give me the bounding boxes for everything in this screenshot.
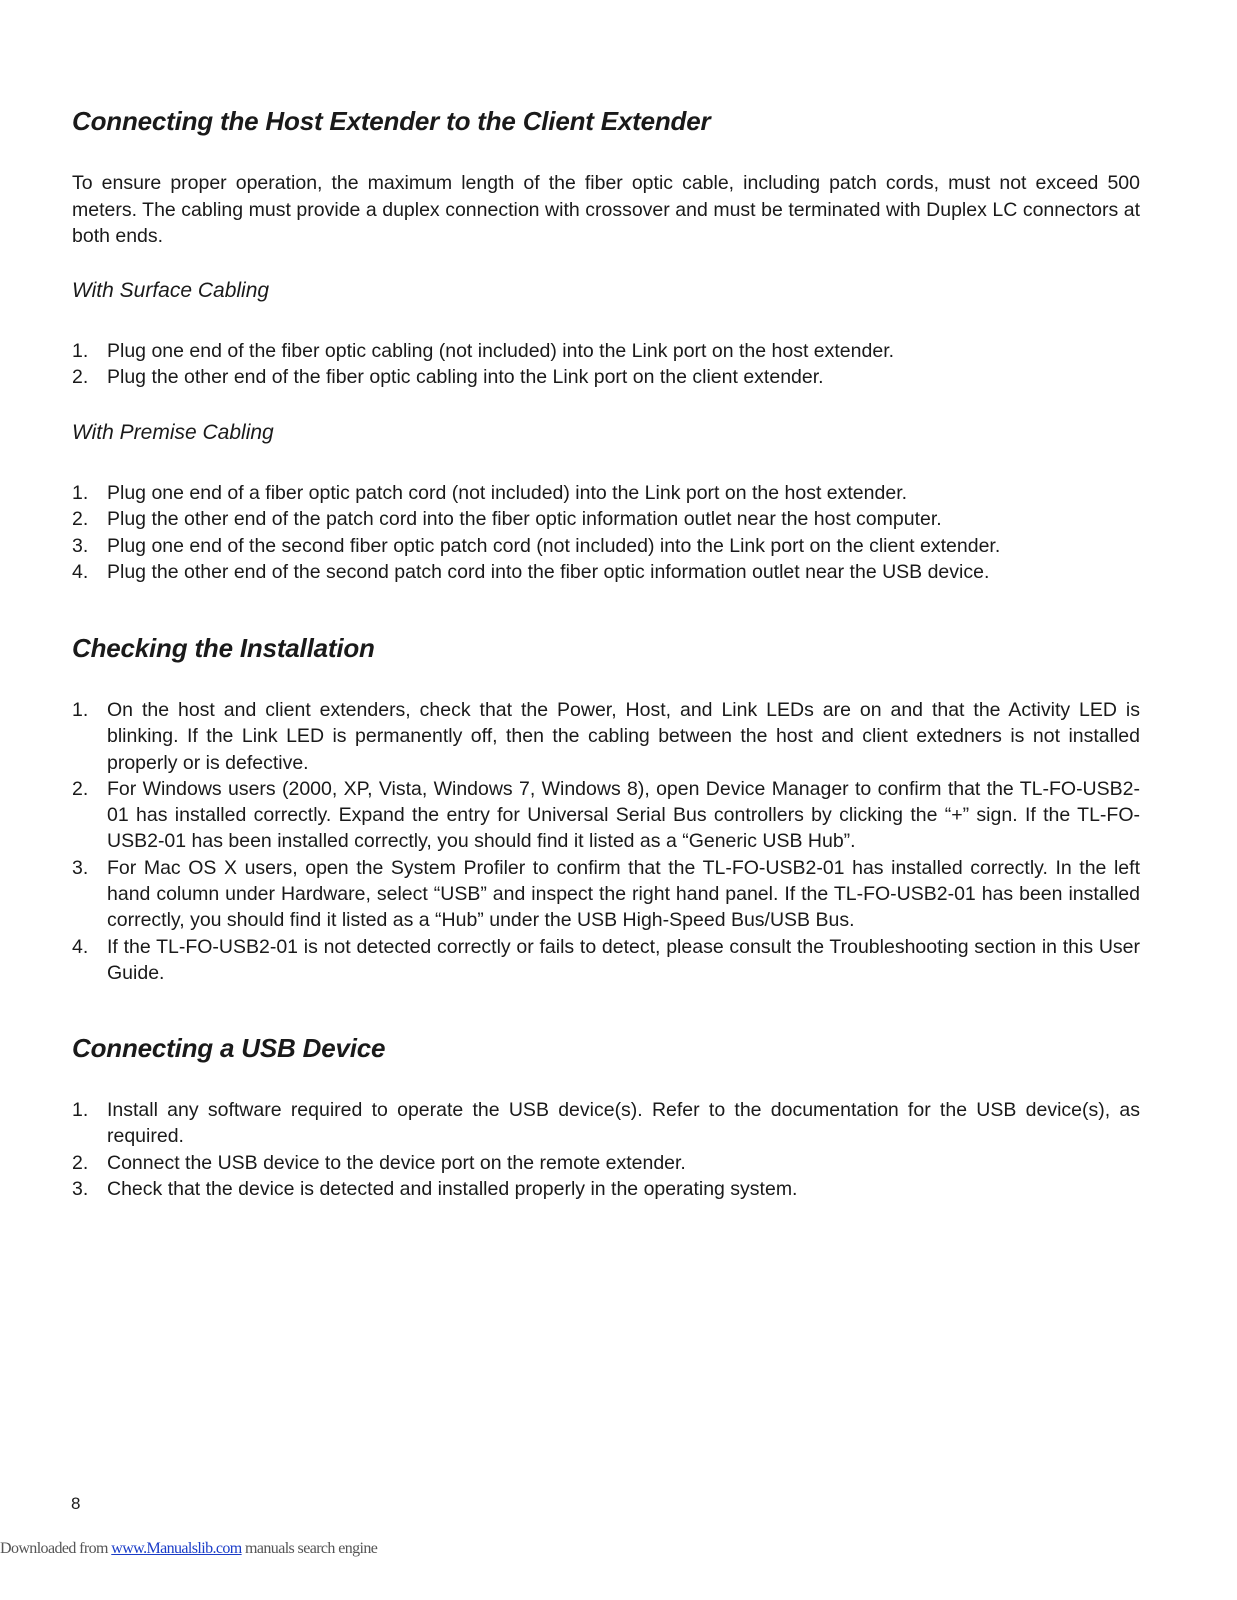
step-number: 3. [72, 534, 89, 557]
step-text: On the host and client extenders, check that the Power, Host, and Link LEDs are on and that the Activity LED is blinking. If the Link LED is permanently off, then the cabling between the host and client extedners is not installed properly or is defective. [107, 699, 1140, 774]
step-number: 2. [72, 508, 89, 531]
list-item [72, 559, 1140, 585]
checking-installation-steps [72, 697, 1140, 986]
step-number: 1. [72, 482, 89, 504]
connecting-usb-steps [72, 1097, 1140, 1202]
list-item [72, 480, 1140, 506]
step-text: If the TL-FO-USB2-01 is not detected correctly or fails to detect, please consult the Troubleshooting section in this User Guide. [107, 935, 1140, 984]
section-heading-checking-installation: Checking the Installation [72, 633, 375, 663]
subheading-surface-cabling: With Surface Cabling [72, 279, 270, 302]
step-text: For Windows users (2000, XP, Vista, Windows 7, Windows 8), open Device Manager to confirm that the TL-FO-USB2-01 has installed correctly. Expand the entry for Universal Serial Bus controllers by clicking the “+” sign. If the TL-FO-USB2-01 has been installed correctly, you should find it listed as a “Generic USB Hub”. [107, 777, 1140, 853]
step-number: 4. [72, 935, 89, 958]
step-number: 3. [72, 1177, 89, 1200]
list-item [72, 697, 1140, 776]
page-number: 8 [71, 1494, 81, 1513]
step-text: Plug the other end of the second patch cord into the fiber optic information outlet near the USB device. [107, 560, 990, 583]
list-item [72, 855, 1140, 934]
step-text: Plug one end of a fiber optic patch cord (not included) into the Link port on the host extender. [107, 482, 908, 504]
step-text: Connect the USB device to the device port on the remote extender. [107, 1151, 686, 1174]
list-item [72, 1176, 1140, 1202]
step-number: 4. [72, 560, 89, 583]
step-number: 1. [72, 1099, 89, 1121]
list-item [72, 1097, 1140, 1150]
step-number: 1. [72, 340, 89, 362]
list-item [72, 533, 1140, 559]
step-text: Plug one end of the fiber optic cabling (not included) into the Link port on the host extender. [107, 340, 895, 362]
list-item [72, 776, 1140, 855]
step-text: Install any software required to operate the USB device(s). Refer to the documentation for the USB device(s), as required. [107, 1099, 1140, 1148]
list-item [72, 934, 1140, 987]
manualslib-link[interactable]: www.Manualslib.com [111, 1540, 242, 1557]
step-number: 1. [72, 699, 89, 721]
step-text: Plug one end of the second fiber optic patch cord (not included) into the Link port on the client extender. [107, 534, 1001, 557]
list-item [72, 338, 1140, 364]
premise-cabling-steps [72, 480, 1140, 585]
step-number: 3. [72, 856, 89, 879]
subheading-premise-cabling: With Premise Cabling [72, 421, 274, 444]
step-number: 2. [72, 777, 89, 800]
step-text: Plug the other end of the patch cord into the fiber optic information outlet near the host computer. [107, 508, 942, 531]
footer-prefix: Downloaded from [0, 1540, 112, 1557]
intro-paragraph: To ensure proper operation, the maximum length of the fiber optic cable, including patch cords, must not exceed 500 meters. The cabling must provide a duplex connection with crossover and must be terminated with Duplex LC connectors at both ends. [72, 172, 1140, 247]
step-text: For Mac OS X users, open the System Profiler to confirm that the TL-FO-USB2-01 has installed correctly. In the left hand column under Hardware, select “USB” and inspect the right hand panel. If the TL-FO-USB2-01 has been installed correctly, you should find it listed as a “Hub” under the USB High-Speed Bus/USB Bus. [107, 856, 1140, 932]
list-item [72, 364, 1140, 390]
list-item [72, 506, 1140, 532]
footer-suffix: manuals search engine [241, 1540, 378, 1557]
step-text: Check that the device is detected and installed properly in the operating system. [107, 1177, 798, 1200]
step-number: 2. [72, 1151, 89, 1174]
section-heading-host-client: Connecting the Host Extender to the Client Extender [72, 106, 711, 136]
surface-cabling-steps [72, 338, 1140, 391]
step-text: Plug the other end of the fiber optic cabling into the Link port on the client extender. [107, 366, 824, 389]
download-footer [0, 1540, 377, 1558]
list-item [72, 1150, 1140, 1176]
step-number: 2. [72, 366, 89, 389]
section-heading-connecting-usb: Connecting a USB Device [72, 1033, 386, 1063]
